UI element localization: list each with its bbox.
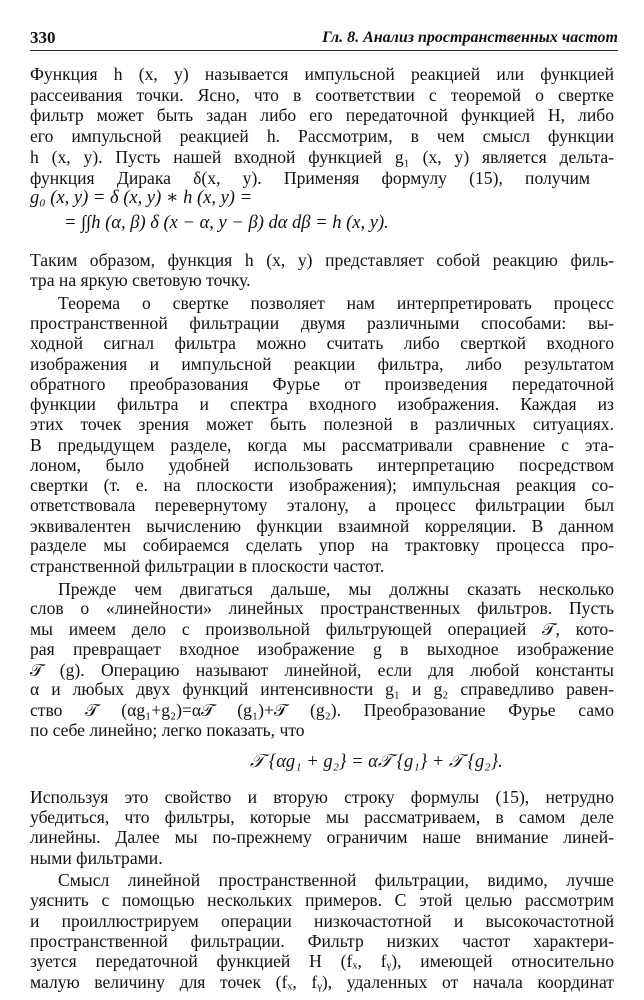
equation-line-1: g₀ (x, y) = δ (x, y) ∗ h (x, y) =	[30, 188, 253, 209]
text-line: мы имеем дело с произвольной фильтрующей операцией 𝒯, кото-	[30, 619, 614, 640]
text-line: слов о «линейности» линейных пространственных фильтров. Пусть	[30, 598, 614, 619]
text-line: Теорема о свертке позволяет нам интерпретировать процесс	[58, 292, 614, 313]
text-line: эквивалентен вычислению функции взаимной корреляции. В данном	[30, 515, 614, 536]
text-line: убедиться, что фильтры, которые мы рассматриваем, в самом деле	[30, 807, 614, 828]
text-line: рассеивания точки. Ясно, что в соответствии с теоремой о свертке	[30, 84, 614, 105]
text-line: α и любых двух функций интенсивности g₁ и g₂ справедливо равен-	[30, 679, 614, 700]
text-line: его импульсной реакцией h. Рассмотрим, в чем смысл функции	[30, 126, 614, 147]
text-line: по себе линейно; легко показать, что	[30, 719, 305, 740]
text-line: фильтр может быть задан либо его передаточной функцией H, либо	[30, 105, 614, 126]
text-line: Используя это свойство и вторую строку формулы (15), нетрудно	[30, 786, 614, 807]
equation-fourier-linearity: 𝒯 {αg₁ + g₂} = α𝒯 {g₁} + 𝒯 {g₂}.	[250, 751, 503, 772]
text-line: и проиллюстрируем операции низкочастотной и высокочастотной	[30, 910, 614, 931]
text-line: изображения и импульсной реакции фильтра, либо результатом	[30, 353, 614, 374]
equation-line-2: = ∫∫h (α, β) δ (x − α, y − β) dα dβ = h (x, y).	[64, 212, 389, 233]
text-line: ство 𝒯 (αg₁+g₂)=α𝒯 (g₁)+𝒯 (g₂). Преобразование Фурье само	[30, 700, 614, 721]
page-header	[30, 26, 618, 51]
text-line: тра на яркую световую точку.	[30, 270, 251, 291]
text-line: В предыдущем разделе, когда мы рассматривали сравнение с эта-	[30, 434, 614, 455]
text-line: обратного преобразования Фурье от произведения передаточной	[30, 373, 614, 394]
text-line: Смысл линейной пространственной фильтрации, видимо, лучше	[58, 870, 614, 891]
text-line: ными фильтрами.	[30, 847, 163, 868]
text-line: h (x, y). Пусть нашей входной функцией g₁ (x, y) является дельта-	[30, 146, 614, 167]
text-line: функция Дирака δ(x, y). Применяя формулу (15), получим	[30, 167, 590, 188]
running-title: Гл. 8. Анализ пространственных частот	[322, 29, 618, 46]
text-line: рая превращает входное изображение g в выходное изображение	[30, 638, 614, 659]
text-line: ответствовала перевернутому эталону, а процесс фильтрации был	[30, 494, 614, 515]
text-line: уяснить с помощью нескольких примеров. С этой целью рассмотрим	[30, 890, 614, 911]
text-line: странственной фильтрации в плоскости частот.	[30, 556, 385, 577]
text-line: малую величину для точек (fₓ, fᵧ), удаленных от начала координат	[30, 972, 614, 992]
text-line: зуется передаточной функцией H (fₓ, fᵧ), имеющей относительно	[30, 951, 614, 972]
page-number: 330	[30, 28, 56, 47]
text-line: свертки (т. е. на плоскости изображения); импульсная реакция со-	[30, 475, 614, 496]
text-line: разделе мы собираемся сделать упор на трактовку процесса про-	[30, 535, 614, 556]
text-line: функции фильтра и спектра входного изображения. Каждая из	[30, 394, 614, 415]
text-line: 𝒯 (g). Операцию называют линейной, если для любой константы	[30, 659, 614, 680]
text-line: линейны. Далее мы по-прежнему ограничим наше внимание линей-	[30, 827, 614, 848]
text-line: пространственной фильтрации двумя различными способами: вы-	[30, 313, 614, 334]
text-line: Прежде чем двигаться дальше, мы должны сказать несколько	[58, 578, 614, 599]
text-line: лоном, было удобней использовать интерпретацию посредством	[30, 454, 614, 475]
text-line: Функция h (x, y) называется импульсной реакцией или функцией	[30, 64, 614, 84]
text-line: пространственной фильтрации. Фильтр низких частот характери-	[30, 930, 614, 951]
text-line: этих точек зрения может быть полезной в различных ситуациях.	[30, 414, 614, 434]
text-line: ходной сигнал фильтра можно считать либо сверткой входного	[30, 333, 614, 354]
text-line: Таким образом, функция h (x, y) представляет собой реакцию филь-	[30, 250, 614, 271]
